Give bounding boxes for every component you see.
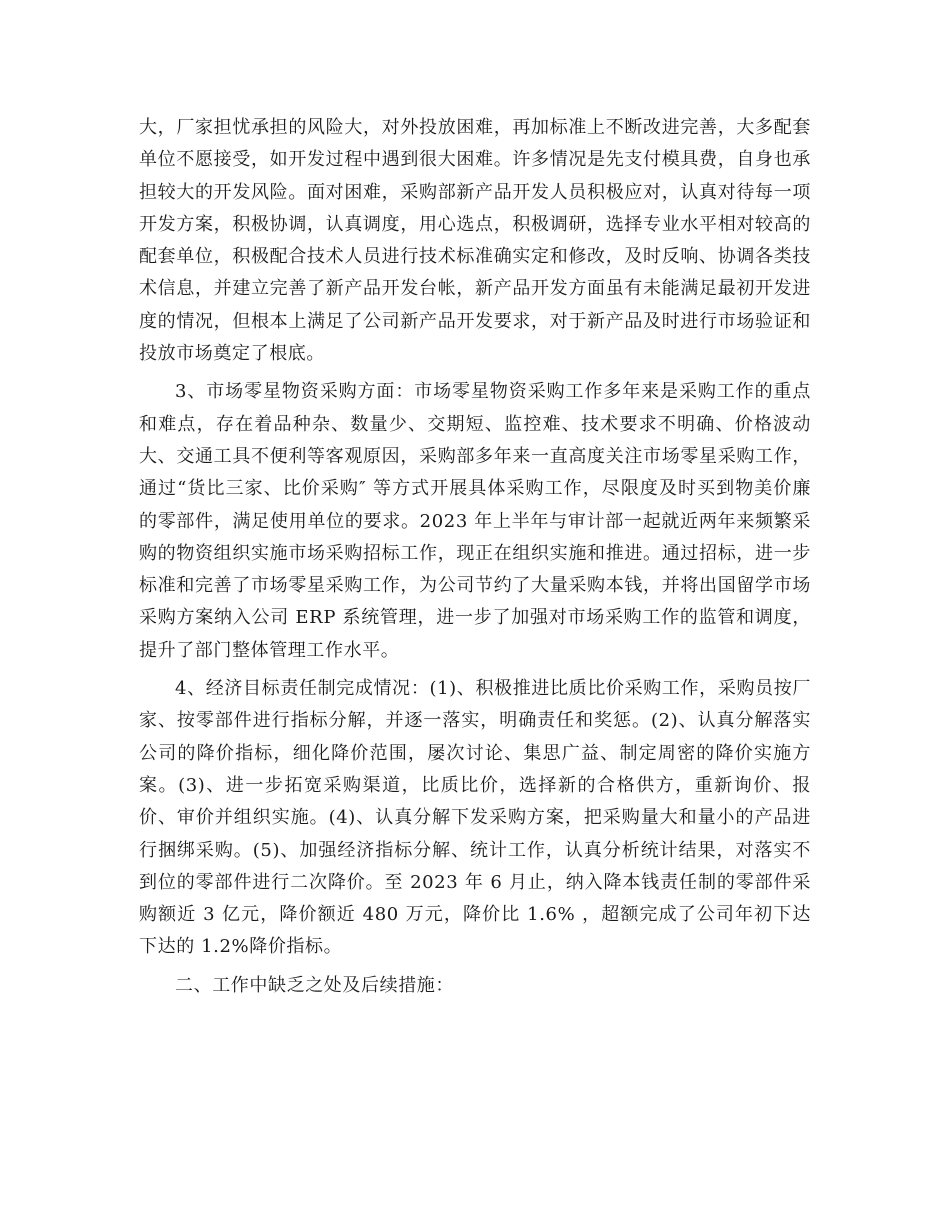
paragraph-market-procurement: 3、市场零星物资采购方面：市场零星物资采购工作多年来是采购工作的重点和难点，存在着品种杂、数量少、交期短、监控难、技术要求不明确、价格波动大、交通工具不便利等客观原因，采购部多年来一直高度关注市场零星采购工作，通过“货比三家、比价采购″ 等方式开展具体采购工作，尽限度及时买到物美价廉的零部件，满足使用单位的要求。2023 年上半年与审计部一起就近两年来频繁采购的物资组织实施市场采购招标工作，现正在组织实施和推进。通过招标，进一步标准和完善了市场零星采购工作，为公司节约了大量采购本钱，并将出国留学市场采购方案纳入公司 ERP 系统管理，进一步了加强对市场采购工作的监管和调度，提升了部门整体管理工作水平。 [139,381,811,661]
paragraph-economic-targets: 4、经济目标责任制完成情况：(1)、积极推进比质比价采购工作，采购员按厂家、按零部件进行指标分解，并逐一落实，明确责任和奖惩。(2)、认真分解落实公司的降价指标，细化降价范围，屡次讨论、集思广益、制定周密的降价实施方案。(3)、进一步拓宽采购渠道，比质比价，选择新的合格供方，重新询价、报价、审价并组织实施。(4)、认真分解下发采购方案，把采购量大和量小的产品进行捆绑采购。(5)、加强经济指标分解、统计工作，认真分析统计结果，对落实不到位的零部件进行二次降价。至 2023 年 6 月止，纳入降本钱责任制的零部件采购额近 3 亿元，降价额近 480 万元，降价比 1.6% ，超额完成了公司年初下达下达的 1.2%降价指标。 [139,678,811,958]
document-body [139,112,811,1008]
section-heading-shortcomings: 二、工作中缺乏之处及后续措施： [175,974,454,996]
paragraph-continuation: 大，厂家担忧承担的风险大，对外投放困难，再加标准上不断改进完善，大多配套单位不愿接受，如开发过程中遇到很大困难。许多情况是先支付模具费，自身也承担较大的开发风险。面对困难，采购部新产品开发人员积极应对，认真对待每一项开发方案，积极协调，认真调度，用心选点，积极调研，选择专业水平相对较高的配套单位，积极配合技术人员进行技术标准确实定和修改，及时反响、协调各类技术信息，并建立完善了新产品开发台帐，新产品开发方面虽有未能满足最初开发进度的情况，但根本上满足了公司新产品开发要求，对于新产品及时进行市场验证和投放市场奠定了根底。 [139,117,811,365]
